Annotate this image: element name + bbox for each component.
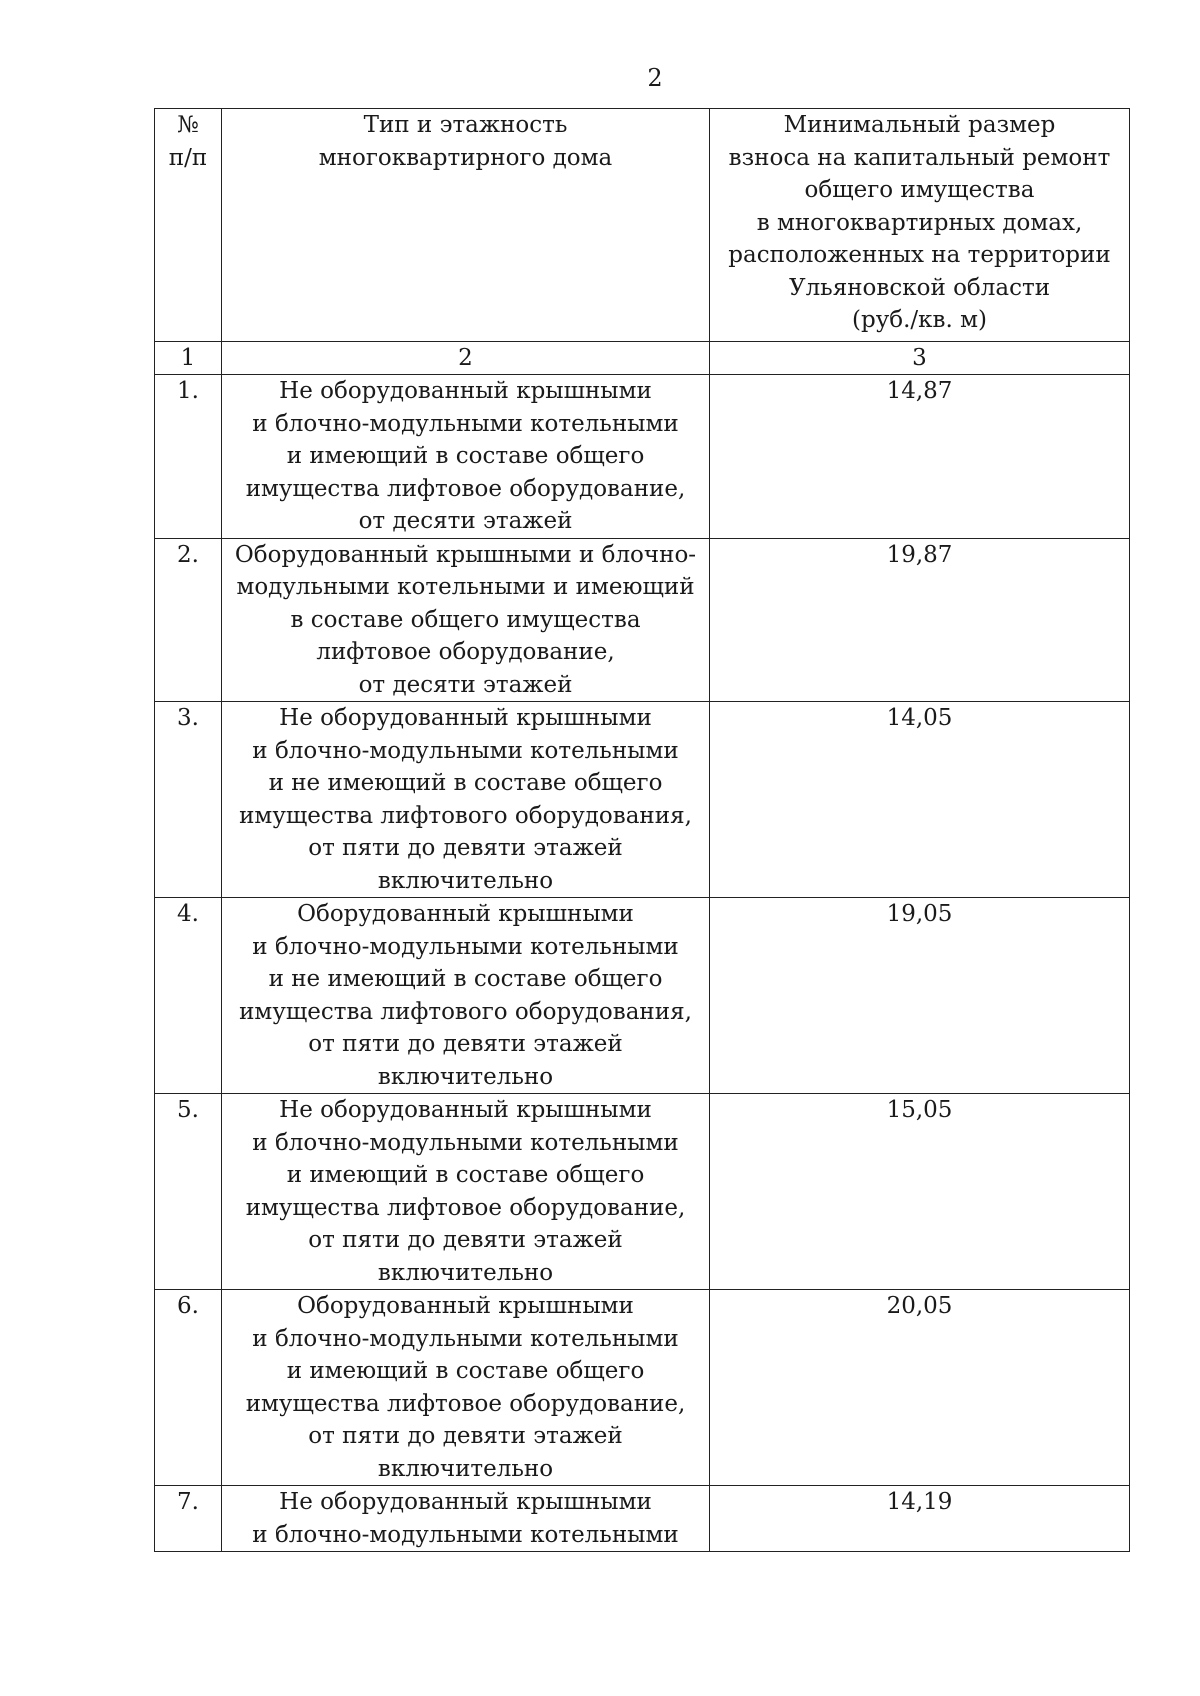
table-row (155, 375, 1130, 539)
column-index: 3 (710, 342, 1130, 375)
table-row (155, 1094, 1130, 1290)
building-type: Оборудованный крышными и блочно-модульными котельными и не имеющий в составе общего имущества лифтового оборудования, от пяти до девяти этажей включительно (222, 898, 710, 1094)
table-row (155, 1290, 1130, 1486)
row-number: 7. (155, 1486, 222, 1552)
contribution-rate: 19,87 (710, 538, 1130, 702)
building-type: Не оборудованный крышными и блочно-модульными котельными и не имеющий в составе общего имущества лифтового оборудования, от пяти до девяти этажей включительно (222, 702, 710, 898)
contribution-rate: 14,87 (710, 375, 1130, 539)
header-minimum-contribution: Минимальный размер взноса на капитальный ремонт общего имущества в многоквартирных домах, расположенных на территории Ульяновской области (руб./кв. м) (710, 109, 1130, 342)
contribution-rate: 14,05 (710, 702, 1130, 898)
page-number: 2 (647, 64, 663, 92)
column-index-row (155, 342, 1130, 375)
column-index: 1 (155, 342, 222, 375)
row-number: 5. (155, 1094, 222, 1290)
header-row-number: № п/п (155, 109, 222, 342)
table-row (155, 898, 1130, 1094)
row-number: 3. (155, 702, 222, 898)
header-building-type: Тип и этажность многоквартирного дома (222, 109, 710, 342)
row-number: 1. (155, 375, 222, 539)
contribution-rate: 15,05 (710, 1094, 1130, 1290)
column-index: 2 (222, 342, 710, 375)
table-header-row (155, 109, 1130, 342)
contribution-rate: 14,19 (710, 1486, 1130, 1552)
contribution-rate: 19,05 (710, 898, 1130, 1094)
building-type: Не оборудованный крышными и блочно-модульными котельными (222, 1486, 710, 1552)
row-number: 6. (155, 1290, 222, 1486)
table-row (155, 538, 1130, 702)
contribution-rates-table (154, 108, 1130, 1552)
row-number: 2. (155, 538, 222, 702)
contribution-rate: 20,05 (710, 1290, 1130, 1486)
building-type: Оборудованный крышными и блочно- модульными котельными и имеющий в составе общего имущества лифтовое оборудование, от десяти этажей (222, 538, 710, 702)
building-type: Не оборудованный крышными и блочно-модульными котельными и имеющий в составе общего имущества лифтовое оборудование, от десяти этажей (222, 375, 710, 539)
table-row (155, 1486, 1130, 1552)
row-number: 4. (155, 898, 222, 1094)
building-type: Не оборудованный крышными и блочно-модульными котельными и имеющий в составе общего имущества лифтовое оборудование, от пяти до девяти этажей включительно (222, 1094, 710, 1290)
building-type: Оборудованный крышными и блочно-модульными котельными и имеющий в составе общего имущества лифтовое оборудование, от пяти до девяти этажей включительно (222, 1290, 710, 1486)
table-row (155, 702, 1130, 898)
